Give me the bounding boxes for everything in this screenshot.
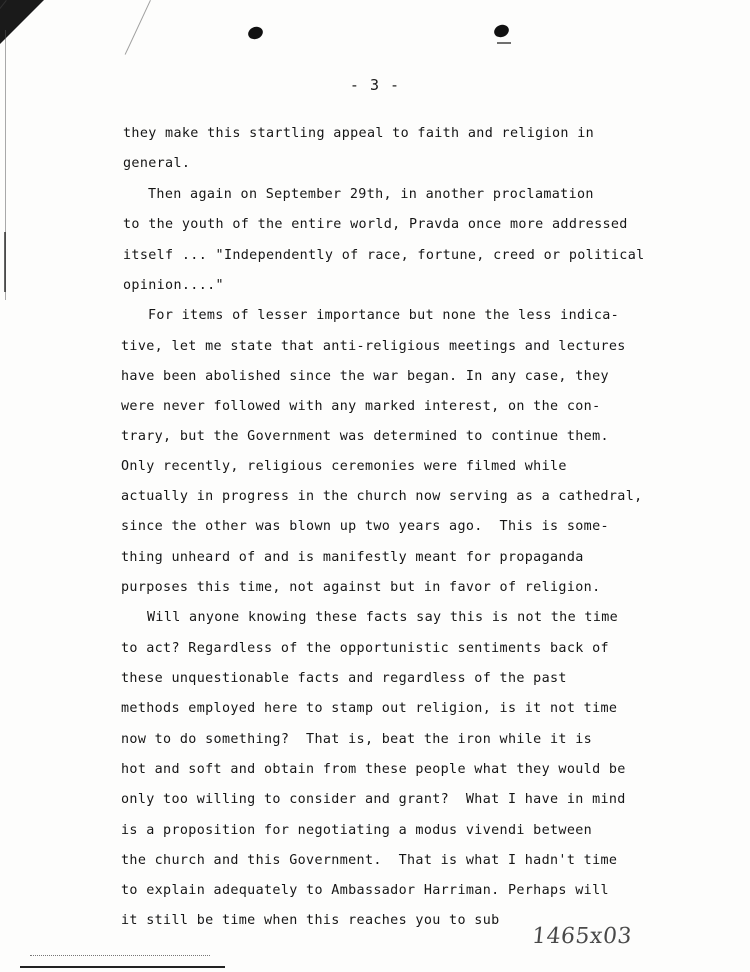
text-line: the church and this Government. That is what I hadn't time	[121, 853, 618, 868]
text-line: opinion...."	[123, 278, 224, 293]
scan-artifact-line	[30, 955, 210, 957]
text-line: thing unheard of and is manifestly meant for propaganda	[121, 550, 584, 565]
text-line: general.	[123, 156, 191, 171]
punch-hole-mark	[492, 23, 510, 39]
text-line: hot and soft and obtain from these people what they would be	[121, 762, 626, 777]
text-line: purposes this time, not against but in favor of religion.	[121, 580, 601, 595]
scan-bottom-rule	[20, 966, 225, 968]
text-line: tive, let me state that anti-religious meetings and lectures	[121, 339, 626, 354]
text-line: have been abolished since the war began. In any case, they	[121, 369, 609, 384]
text-line: now to do something? That is, beat the iron while it is	[121, 732, 593, 747]
scan-artifact-mark	[497, 42, 511, 44]
text-line: they make this startling appeal to faith and religion in	[123, 126, 595, 141]
text-line: Then again on September 29th, in another proclamation	[148, 187, 594, 202]
text-line: actually in progress in the church now serving as a cathedral,	[121, 489, 643, 504]
text-line: it still be time when this reaches you to sub	[121, 913, 500, 928]
text-line: were never followed with any marked interest, on the con-	[121, 399, 601, 414]
text-line: to the youth of the entire world, Pravda once more addressed	[123, 217, 628, 232]
text-line: only too willing to consider and grant? What I have in mind	[121, 792, 626, 807]
text-line: to explain adequately to Ambassador Harriman. Perhaps will	[121, 883, 609, 898]
text-line: is a proposition for negotiating a modus vivendi between	[121, 823, 593, 838]
text-line: Will anyone knowing these facts say this is not the time	[147, 610, 619, 625]
scan-edge-line	[4, 232, 6, 292]
scan-corner-mark	[0, 0, 44, 44]
text-line: itself ... "Independently of race, fortune, creed or political	[123, 248, 645, 263]
text-line: trary, but the Government was determined to continue them.	[121, 429, 609, 444]
text-line: methods employed here to stamp out religion, is it not time	[121, 701, 618, 716]
text-line: these unquestionable facts and regardless of the past	[121, 671, 567, 686]
text-line: to act? Regardless of the opportunistic sentiments back of	[121, 641, 609, 656]
text-line: since the other was blown up two years ago. This is some-	[121, 519, 609, 534]
page-number: - 3 -	[349, 76, 401, 94]
scan-artifact-line	[125, 0, 151, 55]
text-line: For items of lesser importance but none the less indica-	[148, 308, 620, 323]
text-line: Only recently, religious ceremonies were filmed while	[121, 459, 567, 474]
handwritten-file-number: 1465x03	[530, 924, 634, 949]
punch-hole-mark	[246, 25, 264, 41]
